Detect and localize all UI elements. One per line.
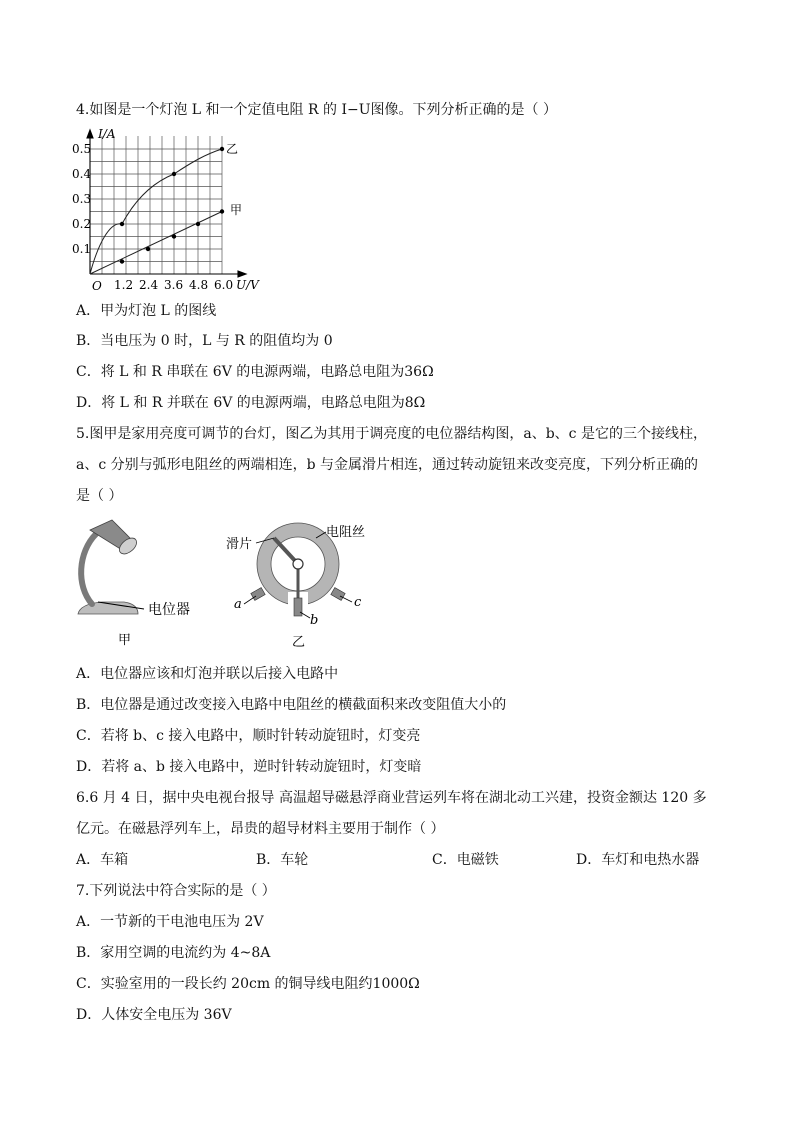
y-tick-2: 0.3 <box>72 192 92 206</box>
terminal-c-lug <box>331 588 345 601</box>
point-yi-3 <box>220 147 224 151</box>
q4-option-c[interactable]: C．将 L 和 R 串联在 6V 的电源两端，电路总电阻为36Ω <box>76 364 434 380</box>
lamp-figure <box>72 512 202 652</box>
x-tick-4: 6.0 <box>214 278 234 292</box>
slider-label: 滑片 <box>226 537 253 552</box>
y-axis-label: I/A <box>98 127 116 141</box>
point-yi-1 <box>120 222 124 226</box>
y-tick-4: 0.1 <box>72 242 92 256</box>
q7-option-c[interactable]: C．实验室用的一段长约 20cm 的铜导线电阻约1000Ω <box>76 976 420 992</box>
q6-stem-line2: 亿元。在磁悬浮列车上，昂贵的超导材料主要用于制作（ ） <box>76 821 445 837</box>
q5-stem-line2: a、c 分别与弧形电阻丝的两端相连，b 与金属滑片相连，通过转动旋钮来改变亮度，下列分析正确的 <box>76 457 699 473</box>
q4-option-d[interactable]: D．将 L 和 R 并联在 6V 的电源两端，电路总电阻为8Ω <box>76 395 426 411</box>
q7-option-a[interactable]: A．一节新的干电池电压为 2V <box>76 914 264 930</box>
lamp-arm <box>81 534 96 604</box>
point-jia-4 <box>196 222 200 226</box>
q6-option-b[interactable]: B．车轮 <box>256 852 309 868</box>
potentiometer-figure <box>222 520 382 650</box>
q5-option-d[interactable]: D．若将 a、b 接入电路中，逆时针转动旋钮时，灯变暗 <box>76 759 422 775</box>
resistance-wire-label: 电阻丝 <box>326 525 366 540</box>
q7-option-b[interactable]: B．家用空调的电流约为 4~8A <box>76 945 271 961</box>
terminal-b-label: b <box>310 613 319 628</box>
q5-stem-line1: 5.图甲是家用亮度可调节的台灯，图乙为其用于调亮度的电位器结构图，a、b、c 是它的三个接线柱， <box>76 426 707 442</box>
point-jia-5 <box>220 209 224 213</box>
q4-stem: 4.如图是一个灯泡 L 和一个定值电阻 R 的 I−U图像。下列分析正确的是（ ） <box>76 102 557 118</box>
point-yi-2 <box>172 172 176 176</box>
terminal-c-label: c <box>354 595 362 610</box>
q5-stem-line3: 是（ ） <box>76 488 123 504</box>
y-tick-3: 0.2 <box>72 217 92 231</box>
terminal-a-lug <box>251 588 265 601</box>
potentiometer-label: 电位器 <box>148 602 190 618</box>
y-tick-1: 0.4 <box>72 167 92 181</box>
x-tick-3: 4.8 <box>189 278 209 292</box>
knob-center <box>293 559 303 569</box>
q5-option-b[interactable]: B．电位器是通过改变接入电路中电阻丝的横截面积来改变阻值大小的 <box>76 697 507 713</box>
line-jia-label: 甲 <box>230 203 243 217</box>
graph-grid <box>90 136 222 274</box>
q7-option-d[interactable]: D．人体安全电压为 36V <box>76 1007 232 1023</box>
x-axis-label: U/V <box>236 278 259 292</box>
q6-option-d[interactable]: D．车灯和电热水器 <box>576 852 700 868</box>
figure-yi-caption: 乙 <box>292 635 306 650</box>
terminal-a-label: a <box>234 597 242 612</box>
q6-option-c[interactable]: C．电磁铁 <box>432 852 499 868</box>
point-jia-2 <box>146 247 150 251</box>
point-jia-1 <box>120 259 124 263</box>
q4-option-a[interactable]: A．甲为灯泡 L 的图线 <box>76 303 217 319</box>
q4-iu-graph <box>74 126 274 296</box>
x-tick-2: 3.6 <box>164 278 184 292</box>
q7-stem: 7.下列说法中符合实际的是（ ） <box>76 883 276 899</box>
line-jia <box>90 212 222 275</box>
point-jia-3 <box>172 234 176 238</box>
figure-jia-caption: 甲 <box>118 633 132 648</box>
y-tick-0: 0.5 <box>72 142 92 156</box>
terminal-b-lug <box>294 598 302 616</box>
curve-yi-label: 乙 <box>226 142 239 156</box>
q5-option-a[interactable]: A．电位器应该和灯泡并联以后接入电路中 <box>76 666 339 682</box>
q4-option-b[interactable]: B．当电压为 0 时，L 与 R 的阻值均为 0 <box>76 333 333 349</box>
x-tick-1: 2.4 <box>139 278 159 292</box>
q5-option-c[interactable]: C．若将 b、c 接入电路中，顺时针转动旋钮时，灯变亮 <box>76 728 421 744</box>
origin-label: O <box>92 279 102 293</box>
q6-option-a[interactable]: A．车箱 <box>76 852 129 868</box>
q6-stem-line1: 6.6 月 4 日，据中央电视台报导 高温超导磁悬浮商业营运列车将在湖北动工兴建，投资金额达 120 多 <box>76 790 707 806</box>
x-tick-0: 1.2 <box>114 278 134 292</box>
